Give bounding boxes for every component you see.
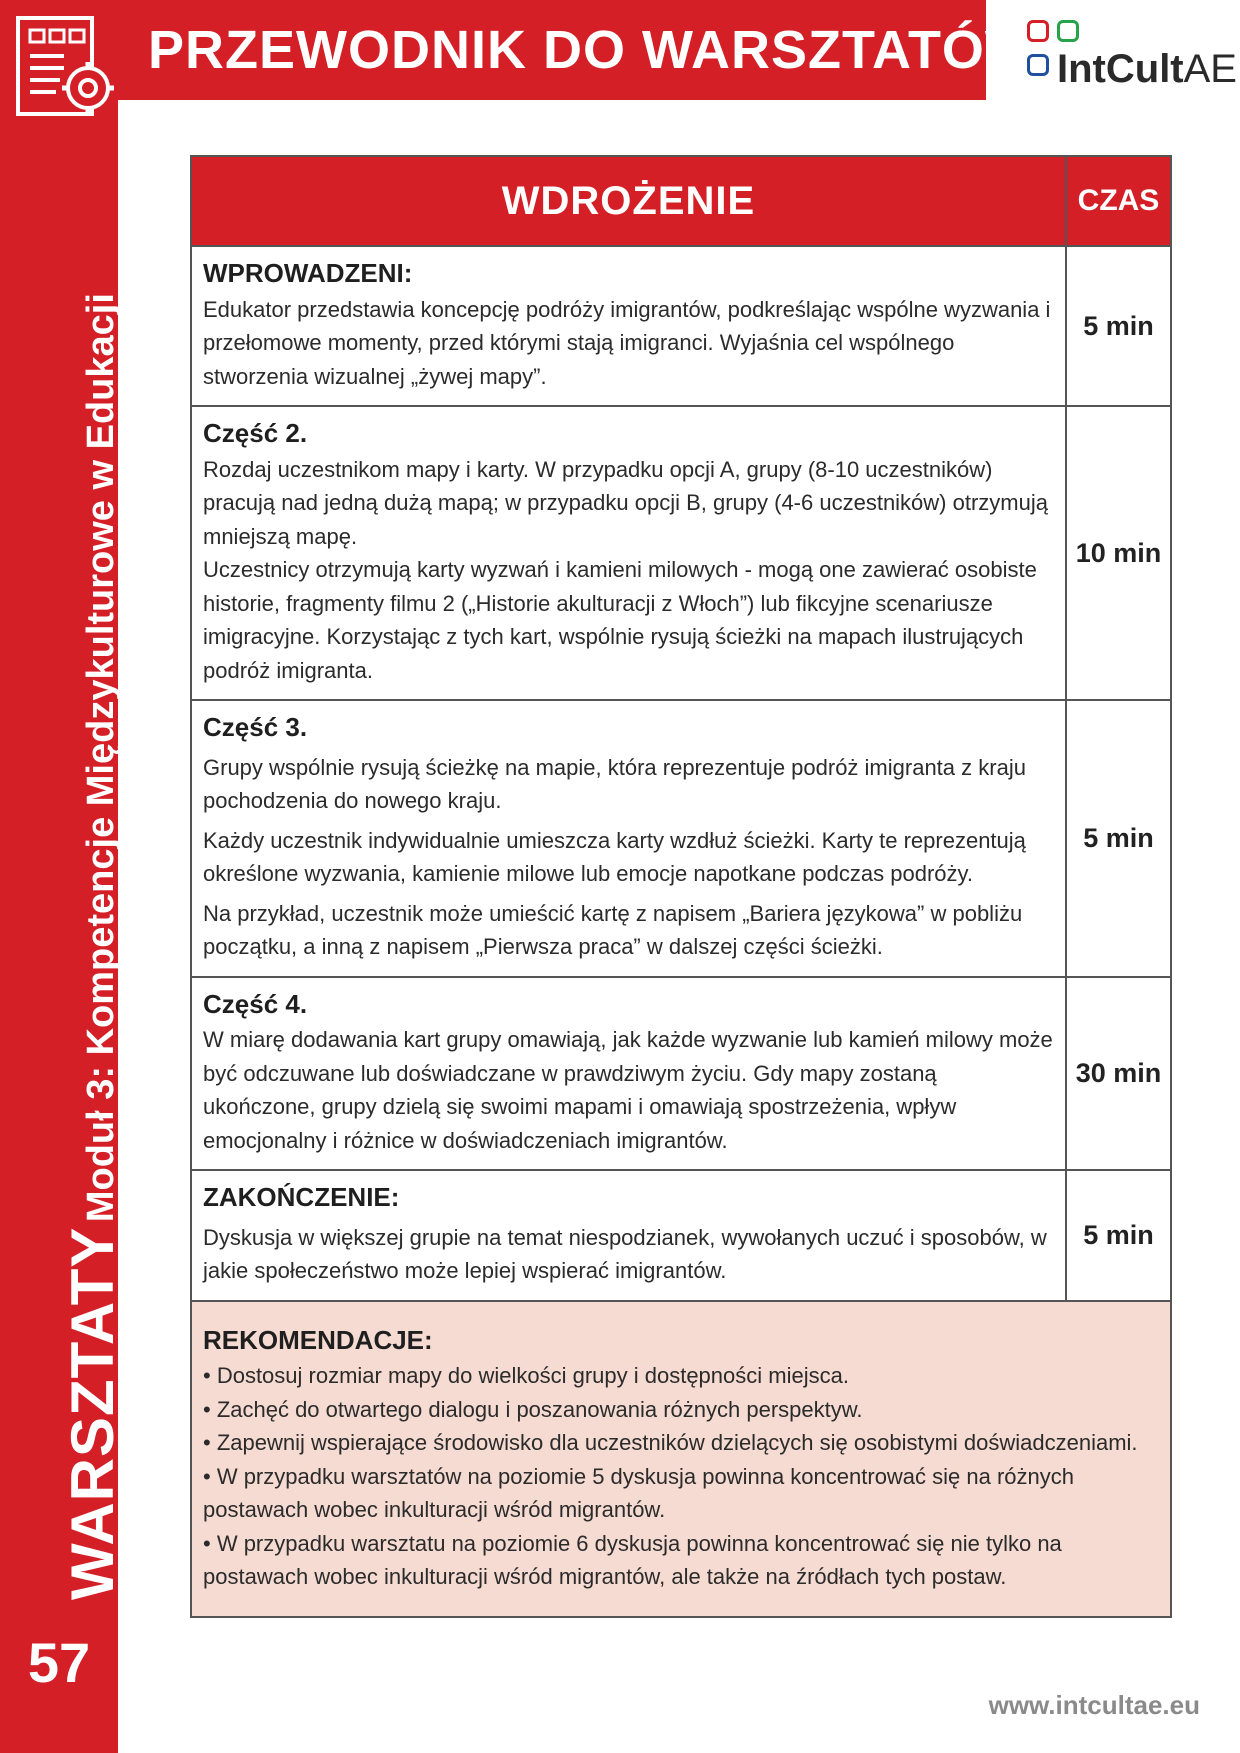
section-text: Grupy wspólnie rysują ścieżkę na mapie, która reprezentuje podróż imigranta z kraju pochodzenia do nowego kraju. — [203, 754, 1026, 813]
row-content — [191, 406, 1066, 700]
intcultae-logo[interactable] — [1025, 18, 1237, 91]
table-header-row — [191, 156, 1171, 246]
recommendation-item: • W przypadku warsztatów na poziomie 5 dyskusja powinna koncentrować się na różnych postawach wobec inkulturacji wśród migrantów. — [203, 1463, 1075, 1522]
logo-text: IntCultAE — [1057, 47, 1237, 91]
table-row — [191, 977, 1171, 1171]
section-text: Edukator przedstawia koncepcję podróży imigrantów, podkreślając wspólne wyzwania i przełomowe momenty, przed którymi stają imigranci. Wyjaśnia cel wspólnego stworzenia wizualnej „żywej mapy”. — [203, 296, 1051, 389]
table-row — [191, 406, 1171, 700]
section-text: Uczestnicy otrzymują karty wyzwań i kamieni milowych - mogą one zawierać osobiste historie, fragmenty filmu 2 („Historie akulturacji z Włoch”) lub fikcyjne scenariusze imigracyjne. Korzystając z tych kart, wspólnie rysują ścieżki na mapach ilustrujących podróż imigranta. — [203, 557, 1037, 683]
row-content — [191, 246, 1066, 406]
row-content — [191, 700, 1066, 977]
section-title: Część 3. — [203, 712, 308, 742]
header-implementation: WDROŻENIE — [191, 156, 1066, 246]
recommendation-item: • W przypadku warsztatu na poziomie 6 dyskusja powinna koncentrować się nie tylko na postawach wobec inkulturacji wśród migrantów, ale także na źródłach tych postaw. — [203, 1530, 1062, 1589]
sidebar-title-big: WARSZTATY — [59, 1226, 126, 1600]
row-content — [191, 977, 1066, 1171]
recommendations-row — [191, 1301, 1171, 1617]
section-title: Część 2. — [203, 418, 308, 448]
recommendation-item: • Dostosuj rozmiar mapy do wielkości grupy i dostępności miejsca. — [203, 1363, 849, 1388]
section-title: WPROWADZENI: — [203, 258, 413, 288]
section-text: Rozdaj uczestnikom mapy i karty. W przypadku opcji A, grupy (8-10 uczestników) pracują nad jedną dużą mapą; w przypadku opcji B, grupy (4-6 uczestników) otrzymują mniejszą mapę. — [203, 456, 1048, 549]
section-text: W miarę dodawania kart grupy omawiają, jak każde wyzwanie lub kamień milowy może być odczuwane lub doświadczane w prawdziwym życiu. Gdy mapy zostaną ukończone, grupy dzielą się swoimi mapami i omawiają spostrzeżenia, wpływ emocjonalny i różnice w doświadczeniach imigrantów. — [203, 1027, 1053, 1153]
table-row — [191, 1170, 1171, 1301]
sidebar-vertical-title — [0, 0, 126, 1753]
recommendations-box — [191, 1301, 1171, 1617]
header-time: CZAS — [1066, 156, 1171, 246]
row-time: 5 min — [1066, 700, 1171, 977]
implementation-table — [190, 155, 1172, 1618]
table-row — [191, 246, 1171, 406]
section-title: ZAKOŃCZENIE: — [203, 1182, 400, 1212]
recommendation-item: • Zachęć do otwartego dialogu i poszanowania różnych perspektyw. — [203, 1396, 863, 1422]
row-time: 30 min — [1066, 977, 1171, 1171]
section-title: Część 4. — [203, 988, 308, 1019]
page-title: PRZEWODNIK DO WARSZTATÓW — [148, 20, 1037, 80]
section-text: Na przykład, uczestnik może umieścić kartę z napisem „Bariera językowa” w pobliżu początku, a inną z napisem „Pierwsza praca” w dalszej części ścieżki. — [203, 900, 1023, 959]
section-text: Każdy uczestnik indywidualnie umieszcza karty wzdłuż ścieżki. Karty te reprezentują określone wyzwania, kamienie milowe lub emocje napotkane podczas podróży. — [203, 827, 1026, 886]
row-time: 10 min — [1066, 406, 1171, 700]
sidebar-title-small: Moduł 3: Kompetencje Międzykulturowe w Edukacji — [80, 293, 122, 1223]
recommendations-title: REKOMENDACJE: — [203, 1324, 433, 1355]
section-text: Dyskusja w większej grupie na temat niespodzianek, wywołanych uczuć i sposobów, w jakie społeczeństwo może lepiej wspierać imigrantów. — [203, 1224, 1047, 1283]
row-time: 5 min — [1066, 1170, 1171, 1301]
footer-url-link[interactable]: www.intcultae.eu — [988, 1690, 1200, 1720]
row-content — [191, 1170, 1066, 1301]
row-time: 5 min — [1066, 246, 1171, 406]
page-number: 57 — [27, 1631, 91, 1694]
recommendation-item: • Zapewnij wspierające środowisko dla uczestników dzielących się osobistymi doświadczeniami. — [203, 1430, 1138, 1455]
table-row — [191, 700, 1171, 977]
